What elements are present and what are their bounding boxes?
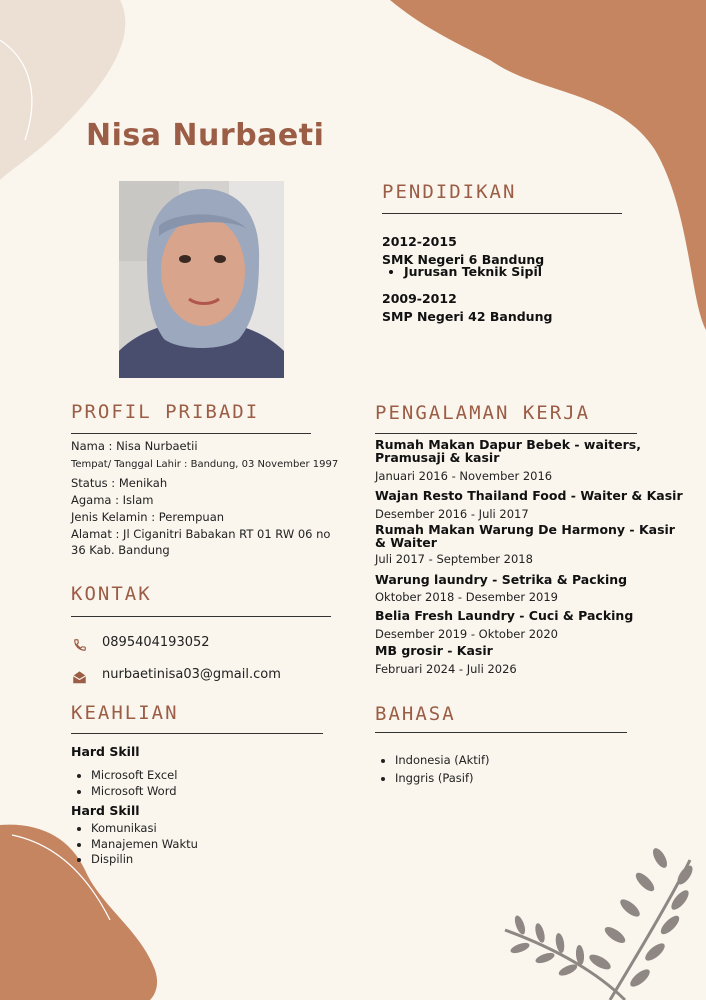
language-rule — [375, 732, 627, 733]
job-period: Januari 2016 - November 2016 — [375, 469, 553, 483]
contact-rule — [71, 616, 331, 617]
profile-photo — [119, 181, 284, 378]
skills-rule — [71, 733, 323, 734]
job-period: Desember 2016 - Juli 2017 — [375, 507, 529, 521]
skill-item: • Komunikasi — [91, 821, 198, 837]
job-title: Rumah Makan Warung De Harmony - Kasir — [375, 522, 675, 537]
job-period: Juli 2017 - September 2018 — [375, 552, 533, 566]
language-item: • Inggris (Pasif) — [395, 770, 490, 788]
education-school: SMP Negeri 42 Bandung — [382, 309, 553, 324]
education-detail-item: • Jurusan Teknik Sipil — [404, 264, 542, 280]
skill-item: • Manajemen Waktu — [91, 837, 198, 853]
skills-group-title: Hard Skill — [71, 803, 140, 818]
education-details — [384, 264, 542, 280]
education-school: SMK Negeri 6 Bandung — [382, 252, 545, 267]
education-heading: PENDIDIKAN — [382, 181, 517, 203]
mail-icon — [72, 669, 87, 688]
contact-phone[interactable]: 0895404193052 — [102, 635, 210, 650]
job-title-cont: & Waiter — [375, 535, 437, 550]
job-title: Warung laundry - Setrika & Packing — [375, 572, 628, 587]
profile-name: Nama : Nisa Nurbaetii — [71, 439, 198, 453]
job-period: Februari 2024 - Juli 2026 — [375, 662, 517, 676]
education-years: 2012-2015 — [382, 234, 457, 249]
profile-address-line2: 36 Kab. Bandung — [71, 543, 170, 557]
experience-rule — [375, 433, 637, 434]
skills-list — [71, 768, 177, 799]
skill-item: • Dispilin — [91, 852, 198, 868]
job-title: Rumah Makan Dapur Bebek - waiters, — [375, 437, 641, 452]
job-title: Belia Fresh Laundry - Cuci & Packing — [375, 608, 634, 623]
profile-gender: Jenis Kelamin : Perempuan — [71, 510, 225, 524]
skills-heading: KEAHLIAN — [71, 702, 179, 724]
profile-status: Status : Menikah — [71, 476, 168, 490]
profile-address-line1: Alamat : Jl Ciganitri Babakan RT 01 RW 06 no — [71, 527, 331, 541]
job-period: Oktober 2018 - Desember 2019 — [375, 590, 558, 604]
language-item: • Indonesia (Aktif) — [395, 752, 490, 770]
skills-list — [71, 821, 198, 868]
contact-email[interactable]: nurbaetinisa03@gmail.com — [102, 667, 281, 682]
profile-birth: Tempat/ Tanggal Lahir : Bandung, 03 November 1997 — [71, 459, 339, 470]
contact-heading: KONTAK — [71, 583, 152, 605]
skill-item: • Microsoft Excel — [91, 768, 177, 784]
language-heading: BAHASA — [375, 703, 456, 725]
job-title: Wajan Resto Thailand Food - Waiter & Kasir — [375, 488, 683, 503]
experience-heading: PENGALAMAN KERJA — [375, 402, 591, 424]
profile-religion: Agama : Islam — [71, 493, 154, 507]
job-title: MB grosir - Kasir — [375, 643, 493, 658]
skills-group-title: Hard Skill — [71, 744, 140, 759]
language-list — [375, 752, 490, 787]
phone-icon — [73, 637, 87, 656]
education-rule — [382, 213, 622, 214]
full-name: Nisa Nurbaeti — [86, 118, 325, 153]
profile-rule — [71, 433, 311, 434]
job-period: Desember 2019 - Oktober 2020 — [375, 627, 558, 641]
profile-heading: PROFIL PRIBADI — [71, 401, 260, 423]
job-title-cont: Pramusaji & kasir — [375, 450, 500, 465]
plant-decoration — [505, 846, 695, 1000]
education-years: 2009-2012 — [382, 291, 457, 306]
skill-item: • Microsoft Word — [91, 784, 177, 800]
